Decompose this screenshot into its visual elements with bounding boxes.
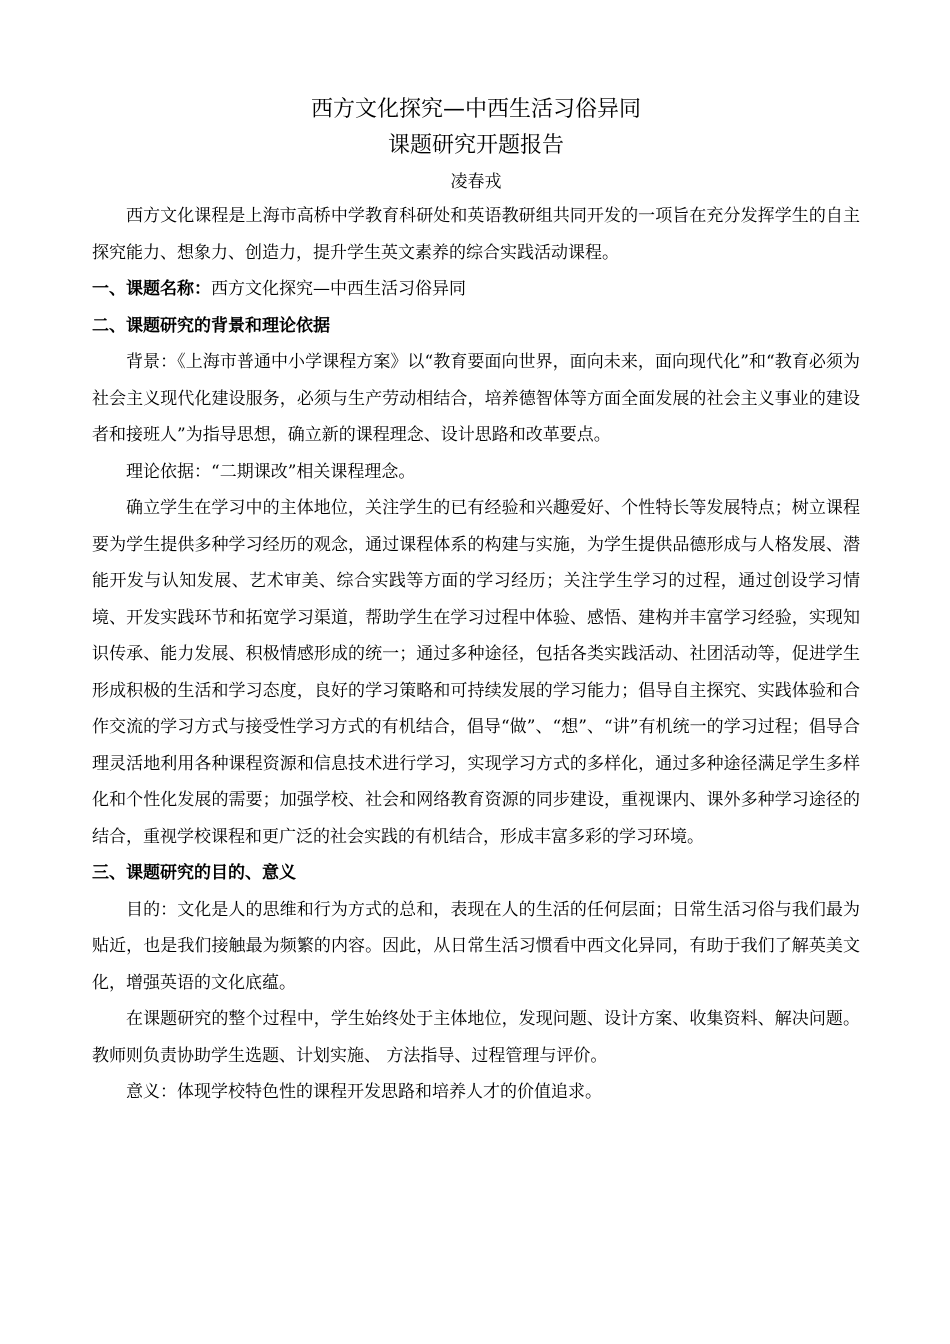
section3-process-paragraph: 在课题研究的整个过程中，学生始终处于主体地位，发现问题、设计方案、收集资料、解决问题。教师则负责协助学生选题、计划实施、 方法指导、过程管理与评价。 [92,1009,860,1066]
section1-heading-label: 一、课题名称： [92,279,211,299]
section2-theory-paragraph: 理论依据：“二期课改”相关课程理念。 [126,461,416,482]
section2-background-paragraph: 背景：《上海市普通中小学课程方案》以“教育要面向世界，面向未来，面向现代化”和“教育必须为社会主义现代化建设服务，必须与生产劳动相结合，培养德智体等方面全面发展的社会主义事业的建设者和接班人”为指导思想，确立新的课程理念、设计思路和改革要点。 [92,352,860,445]
section1-topic-name: 西方文化探究—中西生活习俗异同 [211,279,466,299]
author-name: 凌春戎 [450,172,502,192]
section3-significance-paragraph: 意义：体现学校特色性的课程开发思路和培养人才的价值追求。 [126,1082,602,1102]
section2-detail-paragraph: 确立学生在学习中的主体地位，关注学生的已有经验和兴趣爱好、个性特长等发展特点；树立课程要为学生提供多种学习经历的观念，通过课程体系的构建与实施，为学生提供品德形成与人格发展、潜能开发与认知发展、艺术审美、综合实践等方面的学习经历；关注学生学习的过程，通过创设学习情境、开发实践环节和拓宽学习渠道，帮助学生在学习过程中体验、感悟、建构并丰富学习经验，实现知识传承、能力发展、积极情感形成的统一；通过多种途径，包括各类实践活动、社团活动等，促进学生形成积极的生活和学习态度，良好的学习策略和可持续发展的学习能力；倡导自主探究、实践体验和合作交流的学习方式与接受性学习方式的有机结合，倡导“做”、“想”、“讲”有机统一的学习过程；倡导合理灵活地利用各种课程资源和信息技术进行学习，实现学习方式的多样化，通过多种途径满足学生多样化和个性化发展的需要；加强学校、社会和网络教育资源的同步建设，重视课内、课外多种学习途径的结合，重视学校课程和更广泛的社会实践的有机结合，形成丰富多彩的学习环境。 [92,498,860,847]
section3-purpose-paragraph: 目的：文化是人的思维和行为方式的总和，表现在人的生活的任何层面；日常生活习俗与我们最为贴近，也是我们接触最为频繁的内容。因此，从日常生活习惯看中西文化异同，有助于我们了解英美文化，增强英语的文化底蕴。 [92,899,860,993]
document-title-line2: 课题研究开题报告 [387,133,564,158]
section3-heading: 三、课题研究的目的、意义 [92,863,296,883]
section1-heading [92,271,860,308]
document-page [92,92,860,1111]
intro-paragraph: 西方文化课程是上海市高桥中学教育科研处和英语教研组共同开发的一项旨在充分发挥学生的自主探究能力、想象力、创造力，提升学生英文素养的综合实践活动课程。 [92,206,860,263]
document-title-line1: 西方文化探究—中西生活习俗异同 [310,97,641,122]
section2-heading: 二、课题研究的背景和理论依据 [92,315,330,336]
